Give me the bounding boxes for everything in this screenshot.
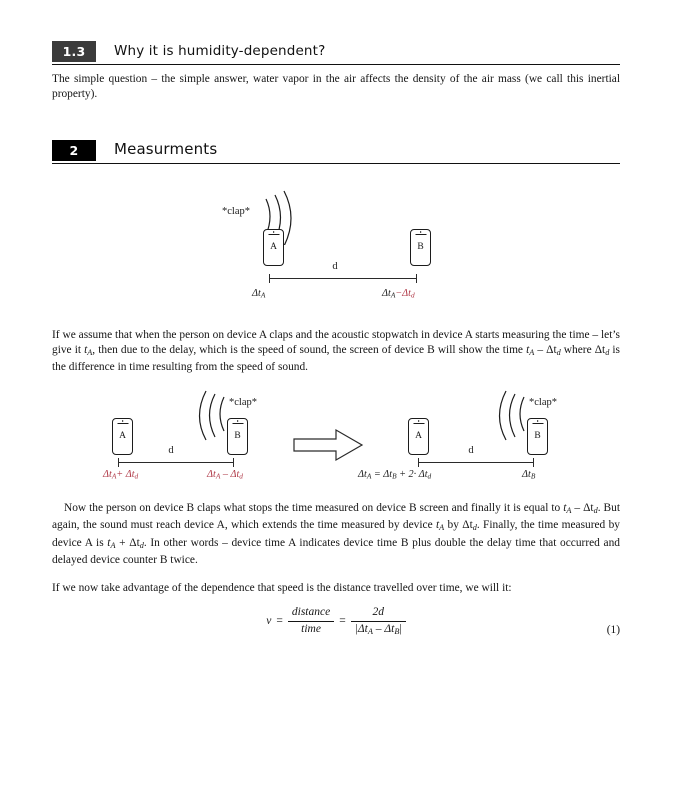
phone-speaker-slot	[232, 423, 243, 424]
device-b-label: B	[417, 242, 424, 252]
fraction-denominator: time	[301, 622, 321, 635]
fraction-denominator: $|\Delta t_A - \Delta t_B|$	[354, 622, 402, 636]
distance-tick-left	[418, 458, 419, 467]
distance-line	[118, 462, 234, 463]
distance-tick-right	[533, 458, 534, 467]
figure2-left-panel	[96, 392, 301, 484]
distance-tick-right	[416, 274, 417, 283]
time-label-a: $\Delta t_A = \Delta t_B + 2\cdot \Delta t_d$	[358, 469, 432, 481]
device-a-phone	[408, 418, 429, 455]
equation-number: (1)	[606, 624, 620, 636]
section-number-badge: 2	[52, 140, 96, 161]
figure-clap-device-a	[210, 190, 480, 308]
device-a-phone	[112, 418, 133, 455]
fraction-distance-time	[288, 606, 334, 636]
section-rule-2	[52, 163, 620, 164]
equation-equals-2: =	[339, 615, 346, 628]
section-rule-1-3	[52, 64, 620, 65]
phone-speaker-slot	[415, 234, 426, 235]
clap-label: *clap*	[529, 397, 557, 408]
section-title: Measurments	[114, 140, 218, 158]
fraction-2d-delta	[351, 606, 406, 636]
phone-speaker-slot	[532, 423, 543, 424]
device-b-phone	[527, 418, 548, 455]
device-a-label: A	[415, 431, 422, 441]
distance-label: d	[468, 445, 474, 456]
paragraph-intro: The simple question – the simple answer, water vapor in the air affects the density of the air mass (we call this inertial property).	[52, 73, 623, 100]
section-number-badge: 1.3	[52, 41, 96, 62]
section-title: Why it is humidity-dependent?	[114, 43, 326, 59]
distance-tick-left	[269, 274, 270, 283]
distance-label: d	[332, 261, 338, 272]
time-label-a: $\Delta t_A+ \Delta t_d$	[103, 469, 139, 481]
device-a-label: A	[270, 242, 277, 252]
distance-line	[418, 462, 534, 463]
distance-tick-right	[233, 458, 234, 467]
figure2-right-panel	[358, 392, 620, 484]
distance-line	[269, 278, 417, 279]
paragraph-device-b: Now the person on device B claps what stops the time measured on device B screen and finally it is equal to $t_A - \Delta t_d$. But again, the sound must reach device A, which extends the time measured by device $t_A$ by $\Delta t_d$. Finally, the time measured by device A is $t_A + \Delta t_d$. In other words – device time A indicates device time B plus double the delay time that occurred and delayed device counter B twice.	[52, 502, 623, 567]
clap-label: *clap*	[222, 206, 250, 217]
distance-tick-left	[118, 458, 119, 467]
time-label-b: $\Delta t_A - \Delta t_d$	[207, 469, 243, 481]
time-label-b: $\Delta t_A-\Delta t_d$	[382, 288, 415, 300]
device-b-phone	[410, 229, 431, 266]
equation-body	[266, 606, 405, 636]
device-a-label: A	[119, 431, 126, 441]
phone-speaker-slot	[117, 423, 128, 424]
equation-lhs: v	[266, 615, 272, 628]
device-b-label: B	[534, 431, 541, 441]
distance-label: d	[168, 445, 174, 456]
device-a-phone	[263, 229, 284, 266]
time-label-a: $\Delta t_A$	[252, 288, 266, 300]
fraction-numerator: 2d	[372, 606, 384, 618]
right-arrow-icon	[292, 428, 364, 462]
paragraph-assume: If we assume that when the person on device A claps and the acoustic stopwatch in device A starts measuring the time – let’s give it $t_A$, then due to the delay, which is the speed of sound, the screen of device B will show the time $t_A - \Delta t_d$ where $\Delta t_d$ is the difference in time resulting from the speed of sound.	[52, 329, 623, 373]
device-b-phone	[227, 418, 248, 455]
time-label-b: $\Delta t_B$	[522, 469, 536, 481]
device-b-label: B	[234, 431, 241, 441]
fraction-numerator: distance	[291, 606, 331, 618]
clap-label: *clap*	[229, 397, 257, 408]
equation-equals-1: =	[276, 615, 283, 628]
phone-speaker-slot	[413, 423, 424, 424]
equation-speed	[52, 606, 620, 636]
paragraph-speed: If we now take advantage of the dependence that speed is the distance travelled over time, we will it:	[52, 582, 512, 594]
phone-speaker-slot	[268, 234, 279, 235]
